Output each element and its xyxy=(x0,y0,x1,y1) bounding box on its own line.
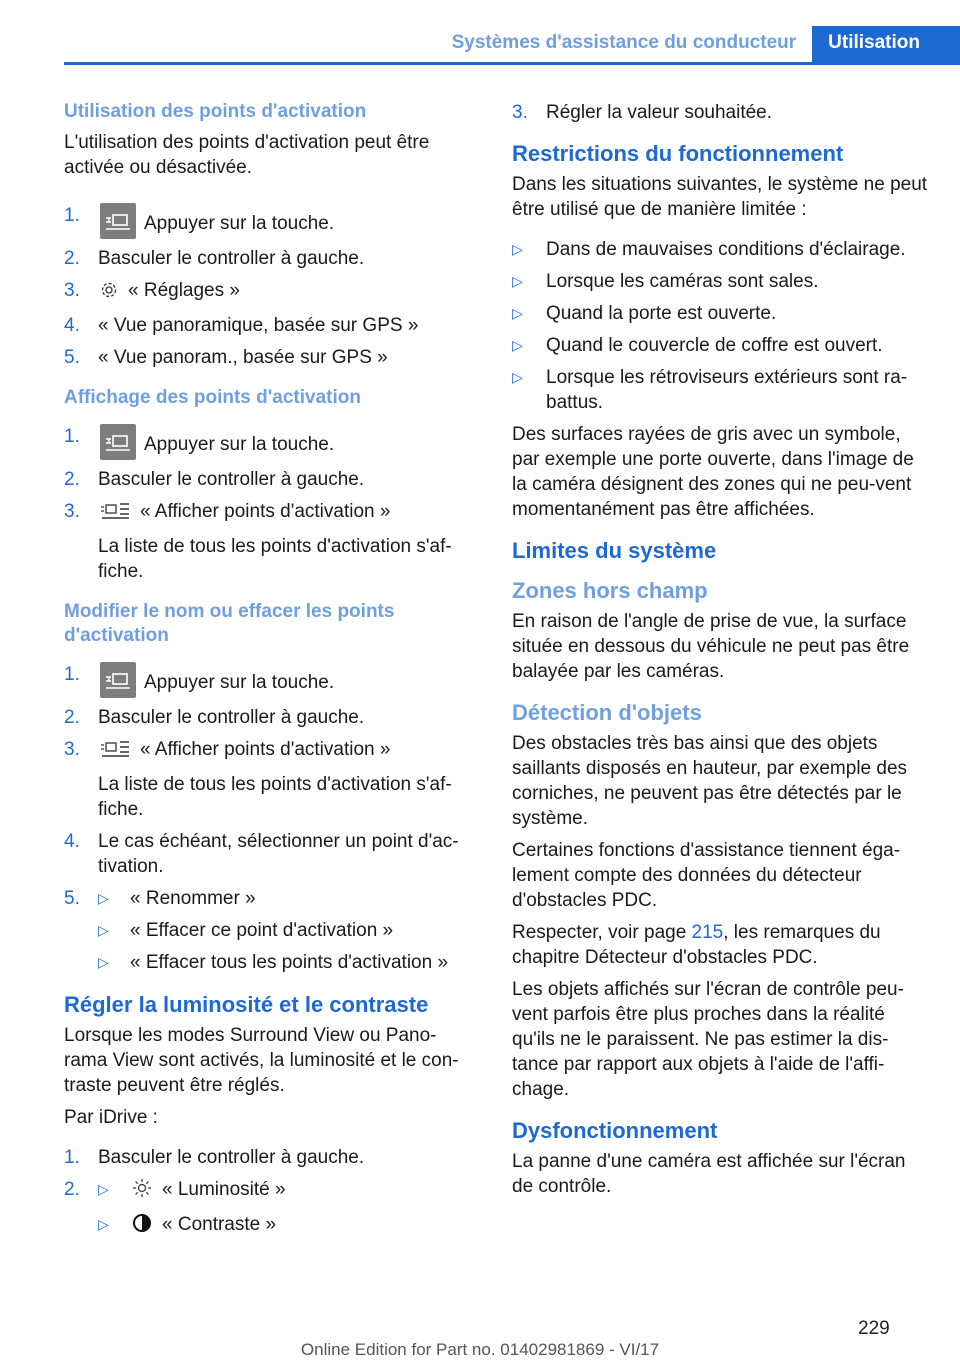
paragraph: Certaines fonctions d'assistance tiennent éga‐lement compte des données du détecteur d'obstacles PDC. xyxy=(512,840,901,911)
triangle-bullet-icon: ▷ xyxy=(98,954,109,970)
bullet-text: « Contraste » xyxy=(162,1214,277,1235)
paragraph: Respecter, voir page 215, les remarques du chapitre Détecteur d'obstacles PDC. xyxy=(512,922,881,968)
triangle-bullet-icon: ▷ xyxy=(512,305,523,321)
step-text: Basculer le controller à gauche. xyxy=(98,707,365,728)
triangle-bullet-icon: ▷ xyxy=(98,1181,109,1197)
list-item xyxy=(64,1145,476,1170)
step-number: 2. xyxy=(64,248,80,269)
list-item xyxy=(64,246,476,271)
list-item xyxy=(64,886,476,975)
paragraph: Par iDrive : xyxy=(64,1107,158,1128)
restriction-list xyxy=(512,237,930,415)
step-text: « Vue panoramique, basée sur GPS » xyxy=(98,315,419,336)
page-reference-link[interactable]: 215 xyxy=(691,922,724,943)
section-title-activation-display: Affichage des points d'activation xyxy=(64,387,361,408)
step-text: « Réglages » xyxy=(128,280,240,301)
step-text: Appuyer sur la touche. xyxy=(144,672,335,693)
paragraph: Les objets affichés sur l'écran de contrôle peu‐vent parfois être plus proches dans la réalité qu'ils ne le paraissent. Ne pas estimer la dis‐tance par rapport aux objets à l'aide de l'affi‐chage. xyxy=(512,979,904,1100)
step-number: 5. xyxy=(64,347,80,368)
camera-button-icon xyxy=(100,662,136,698)
bullet-item xyxy=(98,1177,476,1205)
step-number: 1. xyxy=(64,205,80,226)
list-item xyxy=(64,203,476,239)
bullet-item xyxy=(512,365,930,415)
step-number: 1. xyxy=(64,1147,80,1168)
paragraph: Des surfaces rayées de gris avec un symbole, par exemple une porte ouverte, dans l'image de la caméra désignent des zones qui ne peu‐vent momentanément pas être affichées. xyxy=(512,424,914,520)
step-note: La liste de tous les points d'activation s'af‐fiche. xyxy=(98,774,452,820)
step-number: 4. xyxy=(64,315,80,336)
page-header xyxy=(64,26,960,65)
bullet-text: « Luminosité » xyxy=(162,1179,286,1200)
paragraph: Des obstacles très bas ainsi que des objets saillants disposés en hauteur, par exemple des corniches, ne peuvent pas être détectés par le système. xyxy=(512,733,908,829)
paragraph: Lorsque les modes Surround View ou Pano‐rama View sont activés, la luminosité et le con‐traste peuvent être réglés. xyxy=(64,1025,459,1096)
step-number: 5. xyxy=(64,888,80,909)
list-item xyxy=(64,499,476,584)
step-list xyxy=(64,203,476,370)
camera-list-icon xyxy=(100,502,130,527)
step-number: 4. xyxy=(64,831,80,852)
bullet-text: Lorsque les rétroviseurs extérieurs sont ra‐battus. xyxy=(546,367,908,413)
bullet-item xyxy=(512,333,930,358)
step-number: 1. xyxy=(64,664,80,685)
edition-footer: Online Edition for Part no. 01402981869 - VI/17 xyxy=(300,1340,660,1359)
step-number: 2. xyxy=(64,1179,80,1200)
triangle-bullet-icon: ▷ xyxy=(98,1216,109,1232)
bullet-item xyxy=(512,237,930,262)
step-text: Basculer le controller à gauche. xyxy=(98,1147,365,1168)
sun-icon xyxy=(132,1178,152,1205)
bullet-text: Quand le couvercle de coffre est ouvert. xyxy=(546,335,883,356)
camera-button-icon xyxy=(100,203,136,239)
step-number: 3. xyxy=(64,501,80,522)
step-text: « Vue panoram., basée sur GPS » xyxy=(98,347,388,368)
bullet-item xyxy=(98,950,476,975)
step-text: Appuyer sur la touche. xyxy=(144,213,335,234)
step-text: Basculer le controller à gauche. xyxy=(98,248,365,269)
header-chapter-tab: Utilisation xyxy=(812,26,960,62)
page-number: 229 xyxy=(858,1318,890,1339)
step-note: La liste de tous les points d'activation s'af‐fiche. xyxy=(98,536,452,582)
triangle-bullet-icon: ▷ xyxy=(512,369,523,385)
paragraph: En raison de l'angle de prise de vue, la surface située en dessous du véhicule ne peut pas être balayée par les caméras. xyxy=(512,611,910,682)
section-title-activation-edit: Modifier le nom ou effacer les points d'activation xyxy=(64,601,395,646)
left-column xyxy=(64,100,476,1248)
list-item xyxy=(64,424,476,460)
triangle-bullet-icon: ▷ xyxy=(98,890,109,906)
list-item xyxy=(64,829,476,879)
camera-list-icon xyxy=(100,740,130,765)
paragraph: La panne d'une caméra est affichée sur l'écran de contrôle. xyxy=(512,1151,906,1197)
list-item xyxy=(64,345,476,370)
subsection-title-object-detection: Détection d'objets xyxy=(512,700,702,725)
gear-icon xyxy=(100,281,118,306)
section-title-activation-use: Utilisation des points d'activation xyxy=(64,101,367,122)
list-item xyxy=(512,100,930,125)
bullet-text: « Effacer ce point d'activation » xyxy=(130,920,394,941)
step-text: Le cas échéant, sélectionner un point d'ac‐tivation. xyxy=(98,831,459,877)
section-title-system-limits: Limites du système xyxy=(512,538,717,563)
bullet-text: « Effacer tous les points d'activation » xyxy=(130,952,449,973)
step-list xyxy=(64,424,476,584)
list-item xyxy=(64,278,476,306)
step-number: 3. xyxy=(64,739,80,760)
step-number: 2. xyxy=(64,469,80,490)
list-item xyxy=(64,705,476,730)
list-item xyxy=(64,662,476,698)
bullet-item xyxy=(512,269,930,294)
paragraph: L'utilisation des points d'activation peut être activée ou désactivée. xyxy=(64,132,430,178)
step-text: Basculer le controller à gauche. xyxy=(98,469,365,490)
step-text: Régler la valeur souhaitée. xyxy=(546,102,773,123)
step-list xyxy=(64,1145,476,1240)
triangle-bullet-icon: ▷ xyxy=(512,337,523,353)
triangle-bullet-icon: ▷ xyxy=(512,241,523,257)
list-item xyxy=(64,313,476,338)
header-section-title: Systèmes d'assistance du conducteur xyxy=(451,32,797,53)
section-title-brightness-contrast: Régler la luminosité et le contraste xyxy=(64,992,429,1017)
section-title-malfunction: Dysfonctionnement xyxy=(512,1118,718,1143)
bullet-text: Lorsque les caméras sont sales. xyxy=(546,271,819,292)
list-item xyxy=(64,737,476,822)
right-column xyxy=(512,100,930,1206)
step-list xyxy=(64,662,476,975)
triangle-bullet-icon: ▷ xyxy=(98,922,109,938)
step-number: 3. xyxy=(512,102,528,123)
camera-button-icon xyxy=(100,424,136,460)
paragraph: Dans les situations suivantes, le système ne peut être utilisé que de manière limitée : xyxy=(512,174,928,220)
bullet-item xyxy=(98,918,476,943)
list-item xyxy=(64,1177,476,1240)
contrast-icon xyxy=(132,1213,152,1240)
subsection-title-blind-zones: Zones hors champ xyxy=(512,578,708,603)
list-item xyxy=(64,467,476,492)
bullet-text: Quand la porte est ouverte. xyxy=(546,303,777,324)
step-text: « Afficher points d'activation » xyxy=(140,501,391,522)
bullet-item xyxy=(98,1212,476,1240)
step-number: 3. xyxy=(64,280,80,301)
step-text: Appuyer sur la touche. xyxy=(144,434,335,455)
step-number: 1. xyxy=(64,426,80,447)
bullet-item xyxy=(512,301,930,326)
bullet-text: Dans de mauvaises conditions d'éclairage. xyxy=(546,239,906,260)
section-title-restrictions: Restrictions du fonctionnement xyxy=(512,141,844,166)
bullet-text: « Renommer » xyxy=(130,888,256,909)
bullet-item xyxy=(98,886,476,911)
step-text: « Afficher points d'activation » xyxy=(140,739,391,760)
step-number: 2. xyxy=(64,707,80,728)
triangle-bullet-icon: ▷ xyxy=(512,273,523,289)
